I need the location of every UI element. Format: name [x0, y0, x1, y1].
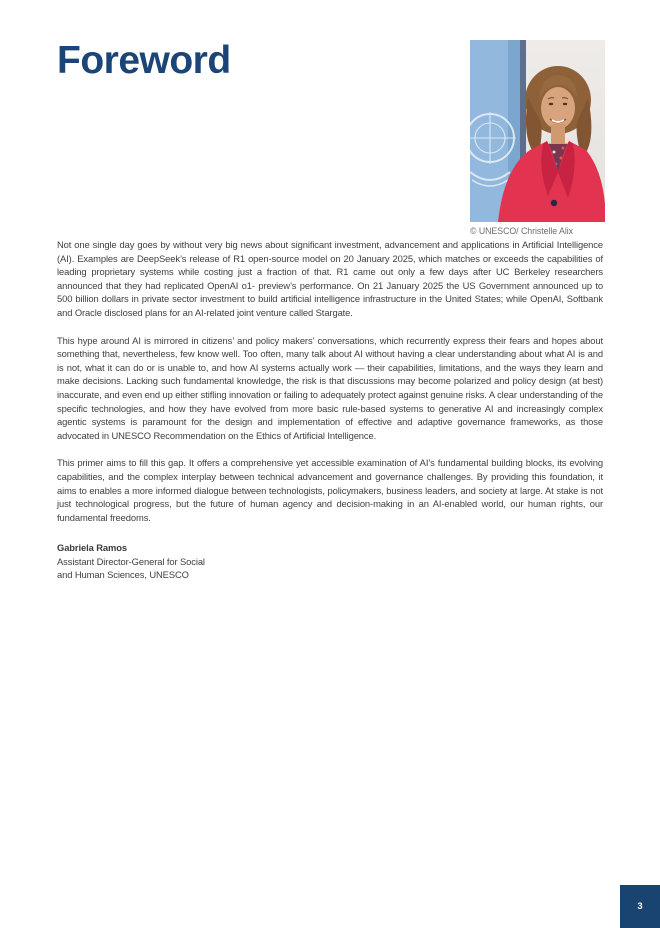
- page-title: Foreword: [57, 39, 231, 82]
- page-number-badge: [620, 885, 660, 928]
- signature-block: [57, 541, 603, 582]
- foreword-paragraph-3: This primer aims to fill this gap. It offers a comprehensive yet accessible examination of AI’s fundamental building blocks, its evolving capabilities, and the complex interplay between technical advancement and governance challenges. By providing this foundation, it aims to enables a more informed dialogue between technologists, policymakers, business leaders, and society at large. At stake is not just technological progress, but the future of human agency and decision-making in an AI-enabled world, our human rights, our fundamental freedoms.: [57, 457, 603, 523]
- foreword-body: [57, 238, 603, 582]
- portrait-figure: [470, 40, 605, 236]
- foreword-paragraph-2: This hype around AI is mirrored in citizens’ and policy makers’ conversations, which recurrently express their fears and hopes about something that, nevertheless, few know well. Too often, many talk about AI without having a clear understanding about what AI is and is not, what it can do or is unable to, and how AI systems actually work — their capabilities, limitations, and the ways they learn and make decisions. Lacking such fundamental knowledge, the risk is that discussions may become polarized and policy design (at best) inaccurate, and even end up either stifling innovation or failing to adequately protect against genuine risks. A clear understanding of the specific technologies, and how they have evolved from more basic rule-based systems to generative AI and increasingly complex agentic systems is paramount for the design and implementation of effective and adaptive governance frameworks, as those advocated in UNESCO Recommendation on the Ethics of Artificial Intelligence.: [57, 334, 603, 441]
- portrait-photo: [470, 40, 605, 222]
- page-number: 3: [637, 901, 643, 912]
- signature-role-line-1: Assistant Director-General for Social: [57, 555, 205, 567]
- signature-role-line-2: and Human Sciences, UNESCO: [57, 569, 189, 581]
- signature-name: Gabriela Ramos: [57, 542, 127, 554]
- foreword-paragraph-1: Not one single day goes by without very big news about significant investment, advancement and applications in Artificial Intelligence (AI). Examples are DeepSeek’s release of R1 open-source model on 20 January 2025, which matches or exceeds the capabilities of leading proprietary systems while costing just a fraction of that. R1 came out only a few days after UC Berkeley researchers announced that they had replicated OpenAI o1- preview’s performance. On 21 January 2025 the US Government announced up to 500 billion dollars in private sector investment to build artificial intelligence infrastructure in the United States; while OpenAI, Softbank and Oracle disclosed plans for an AI-related joint venture called Stargate.: [57, 239, 603, 318]
- photo-caption: © UNESCO/ Christelle Alix: [470, 226, 573, 236]
